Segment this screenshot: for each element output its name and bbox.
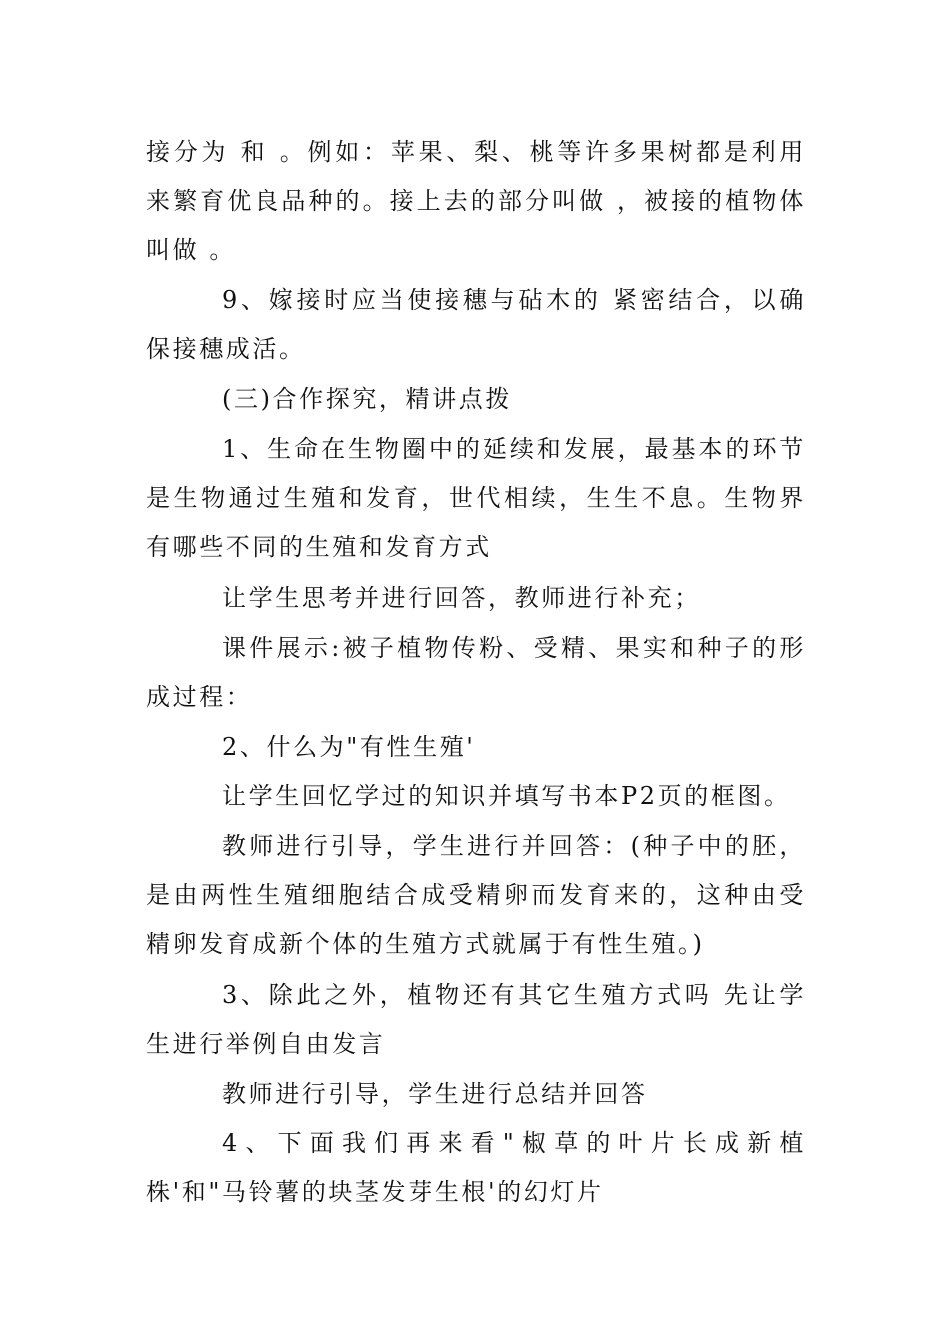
paragraph-item-2: 2、什么为"有性生殖' bbox=[222, 733, 476, 761]
paragraph-item-4: 4、下面我们再来看"椒草的叶片长成新植株'和"马铃薯的块茎发芽生根'的幻灯片 bbox=[146, 1129, 806, 1206]
paragraph-item-3: 3、除此之外，植物还有其它生殖方式吗 先让学生进行举例自由发言 bbox=[146, 981, 806, 1058]
paragraph-recall-knowledge: 让学生回忆学过的知识并填写书本P2页的框图。 bbox=[222, 782, 791, 810]
paragraph-courseware-display: 课件展示:被子植物传粉、受精、果实和种子的形成过程： bbox=[146, 634, 806, 711]
paragraph-grafting-types: 接分为 和 。例如：苹果、梨、桃等许多果树都是利用 来繁育优良品种的。接上去的部分叫做 ，被接的植物体叫做 。 bbox=[146, 138, 806, 264]
paragraph-student-thinking: 让学生思考并进行回答，教师进行补充； bbox=[222, 584, 701, 612]
paragraph-teacher-summary: 教师进行引导，学生进行总结并回答 bbox=[222, 1080, 648, 1108]
section-heading-cooperative-inquiry: (三)合作探究，精讲点拨 bbox=[222, 385, 512, 413]
paragraph-item-1: 1、生命在生物圈中的延续和发展，最基本的环节是生物通过生殖和发育，世代相续，生生不息。生物界有哪些不同的生殖和发育方式 bbox=[146, 435, 806, 561]
paragraph-item-9: 9、嫁接时应当使接穗与砧木的 紧密结合，以确保接穗成活。 bbox=[146, 286, 806, 363]
paragraph-teacher-guidance: 教师进行引导，学生进行并回答：(种子中的胚，是由两性生殖细胞结合成受精卵而发育来的，这种由受精卵发育成新个体的生殖方式就属于有性生殖。) bbox=[146, 832, 806, 958]
